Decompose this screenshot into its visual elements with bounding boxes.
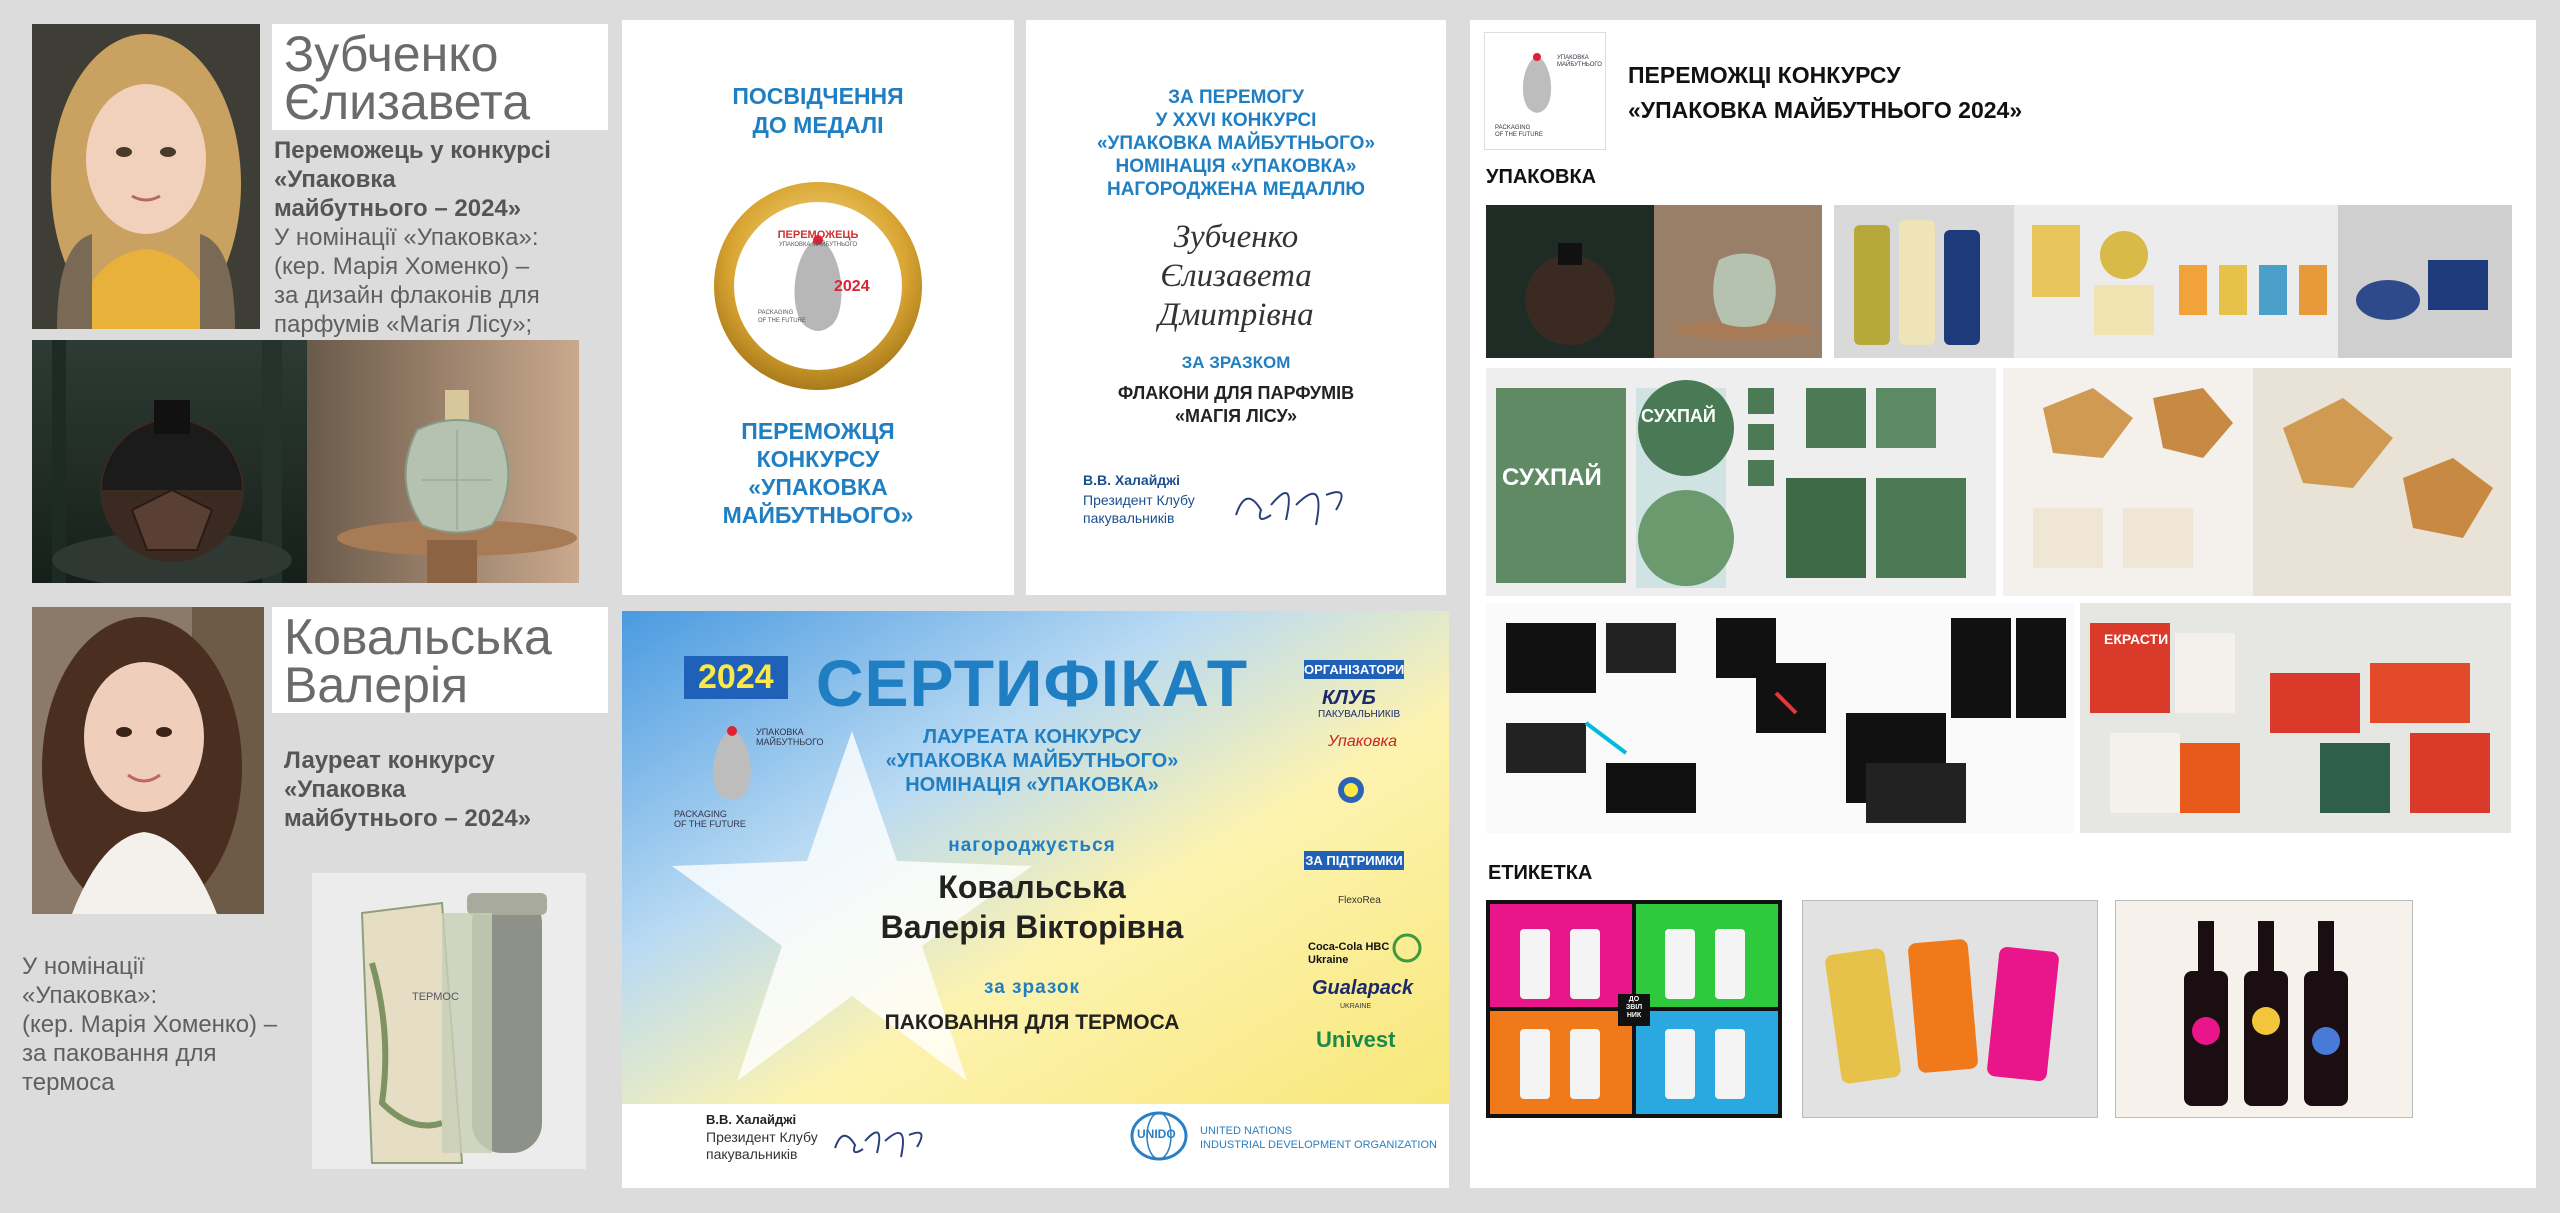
logo-en-1: PACKAGING [1495,125,1531,131]
cert-subtitle [802,725,1262,797]
cert-recipient [802,867,1262,947]
cert-logo-en-1: PACKAGING [674,809,727,819]
portrait-kovalska [32,607,264,914]
cert-sample-label: за зразок [984,977,1080,998]
signature-graphic [1226,465,1366,535]
dozvil-1: ДО [1628,996,1640,1003]
ekrasti-label: ЕКРАСТИ [2104,631,2169,647]
section-label-label: ЕТИКЕТКА [1488,862,1593,884]
thumb-ekrasti [2080,603,2511,833]
desc-line-1: У номінації «Упаковка»: [274,224,539,251]
logo-small-2: МАЙБУТНЬОГО [1557,62,1602,68]
award-sample [1026,382,1446,428]
sponsor-univest: Univest [1316,1027,1396,1052]
winners-title [1628,58,2022,128]
cert-logo-small-1: УПАКОВКА [756,727,804,737]
desc-bold-3: майбутнього – 2024» [284,805,532,832]
award-sign-name: В.В. Халайджі [1083,472,1181,488]
name-block-zubchenko [272,24,608,130]
desc-line-2: «Упаковка»: [22,982,158,1009]
thumb-perfume-dark [1486,205,1654,358]
cert-name-1: Ковальська [938,869,1126,905]
unido-text-1: UNITED NATIONS [1200,1125,1293,1137]
cert-signature-graphic [827,1113,937,1163]
medal-year: 2024 [834,278,870,295]
medal-small-2: OF THE FUTURE [758,318,806,324]
sukhpai-label-2: СУХПАЙ [1641,406,1716,426]
name-line2: Єлизавета [284,74,531,130]
award-name-3: Дмитрівна [1158,297,1314,333]
section-packaging-label: УПАКОВКА [1486,166,1597,188]
cert-logo-en-2: OF THE FUTURE [674,819,746,829]
medal-title-line1: ПОСВІДЧЕННЯ [732,83,904,109]
unido-text-2: INDUSTRIAL DEVELOPMENT ORGANIZATION [1200,1139,1437,1151]
medal-top-text: ПЕРЕМОЖЕЦЬ [777,229,859,241]
logo-small-1: УПАКОВКА [1557,55,1589,61]
desc-line-4: за паковання для [22,1040,217,1067]
logo-egg-icon [1515,51,1559,115]
award-header-5: НАГОРОДЖЕНА МЕДАЛЛЮ [1106,179,1366,200]
thumb-cans [1802,900,2098,1118]
sukhpai-label-1: СУХПАЙ [1502,464,1602,491]
cert-logo-egg [702,723,762,803]
sponsor-coca-cola-sub: Ukraine [1308,954,1349,966]
medal-title-line2: ДО МЕДАЛІ [752,112,884,138]
org-logo-club-sub: ПАКУВАЛЬНИКІВ [1318,709,1401,720]
dozvil-label [1619,996,1649,1020]
medal-small-1: PACKAGING [758,310,794,316]
thumb-perfume-green [1654,205,1822,358]
name-block-kovalska [272,607,608,713]
award-header-3: «УПАКОВКА МАЙБУТНЬОГО» [1096,133,1376,154]
description-kovalska-bold [284,746,614,833]
sponsor-leaf-icon [1392,933,1422,963]
award-header-2: У XXVI КОНКУРСІ [1155,110,1317,131]
cert-sign-title-2: пакувальників [706,1146,798,1162]
medal-bottom-line2: КОНКУРСУ [756,446,880,472]
unido-label: UNIDO [1137,1127,1176,1141]
cert-name-2: Валерія Вікторівна [880,909,1184,945]
cert-year-badge: 2024 [684,656,788,699]
org-emblem-icon [1336,775,1366,805]
medal-card-title [622,82,1014,140]
thumb-wooden-boxes [2003,368,2511,596]
thermos-box-label: ТЕРМОС [412,991,459,1003]
cert-subtitle-2: «УПАКОВКА МАЙБУТНЬОГО» [885,750,1179,772]
award-sign-title-1: Президент Клубу [1083,492,1195,508]
award-sample-label: ЗА ЗРАЗКОМ [1181,353,1291,372]
medal-bottom-line4: МАЙБУТНЬОГО» [722,502,914,528]
logo-en-2: OF THE FUTURE [1495,132,1543,138]
sponsor-gualapack-sub: UKRAINE [1340,1003,1372,1010]
thumb-blue-boxes [2338,205,2512,358]
desc-line-4: парфумів «Магія Лісу»; [274,311,533,338]
cert-logo-small-2: МАЙБУТНЬОГО [756,737,824,747]
cert-title: СЕРТИФІКАТ [815,646,1249,720]
description-zubchenko [274,136,614,339]
thumb-cosmetic-bottles [1834,205,2014,358]
desc-line-1: У номінації [22,953,145,980]
cert-organizers-label: ОРГАНІЗАТОРИ [1304,662,1405,677]
award-sample-1: ФЛАКОНИ ДЛЯ ПАРФУМІВ [1117,383,1355,403]
sponsor-flexorea: FlexoRea [1338,895,1381,906]
sponsor-gualapack: Gualapack [1312,977,1414,999]
cert-awarded-label: нагороджується [948,835,1116,856]
name-line2: Валерія [284,657,469,713]
winners-logo [1484,32,1606,150]
award-name-1: Зубченко [1173,219,1299,255]
thumb-spray-bottles [1486,900,1782,1118]
award-name-2: Єлизавета [1160,258,1312,294]
portrait-zubchenko [32,24,260,329]
desc-line-2: (кер. Марія Хоменко) – [274,253,530,280]
dozvil-2: ЗВІЛ [1625,1004,1643,1011]
perfume-green-bottle-image [307,340,579,583]
thermos-package-image [312,873,586,1169]
award-sample-2: «МАГІЯ ЛІСУ» [1174,406,1298,426]
cert-subtitle-3: НОМІНАЦІЯ «УПАКОВКА» [905,774,1159,796]
desc-bold-1: Переможець у конкурсі [274,137,551,164]
sponsor-coca-cola: Coca-Cola HBC [1308,941,1390,953]
thumb-wine-bottles [2115,900,2413,1118]
medal-sub-text: УПАКОВКА МАЙБУТНЬОГО [778,242,858,248]
winners-panel [1470,20,2536,1188]
org-logo-club: КЛУБ [1322,687,1376,709]
desc-line-3: за дизайн флаконів для [274,282,540,309]
desc-line-5: термоса [22,1069,115,1096]
cert-subtitle-1: ЛАУРЕАТА КОНКУРСУ [922,726,1142,748]
description-kovalska [22,952,322,1097]
award-header-1: ЗА ПЕРЕМОГУ [1168,87,1304,108]
dozvil-3: НИК [1626,1012,1642,1019]
award-header [1026,86,1446,201]
desc-bold-2: «Упаковка [274,166,396,193]
org-logo-upakovka: Упаковка [1328,733,1398,750]
cert-support-label: ЗА ПІДТРИМКИ [1305,853,1403,868]
award-recipient-name [1026,218,1446,335]
desc-bold-2: «Упаковка [284,776,406,803]
award-header-4: НОМІНАЦІЯ «УПАКОВКА» [1115,156,1357,177]
cert-sample: ПАКОВАННЯ ДЛЯ ТЕРМОСА [884,1011,1180,1034]
thumb-sukhpai [1486,368,1996,596]
winners-title-1: ПЕРЕМОЖЦІ КОНКУРСУ [1628,62,1901,88]
medal-bottom-line1: ПЕРЕМОЖЦЯ [741,418,895,444]
desc-bold-1: Лауреат конкурсу [284,747,495,774]
medal-card-bottom [622,417,1014,529]
thumb-tool-packaging [1486,603,2074,833]
award-diploma-card [1026,20,1446,595]
medal-emblem [712,180,924,392]
name-line1: Зубченко [284,26,499,82]
medal-bottom-line3: «УПАКОВКА [748,474,888,500]
award-sign-title-2: пакувальників [1083,510,1175,526]
cert-sign-name: В.В. Халайджі [706,1112,797,1127]
thumb-yellow-boxes [2014,205,2338,358]
cert-sign-title-1: Президент Клубу [706,1129,818,1145]
desc-line-3: (кер. Марія Хоменко) – [22,1011,278,1038]
certificate [622,611,1449,1188]
medal-certificate-card [622,20,1014,595]
name-line1: Ковальська [284,609,552,665]
desc-bold-3: майбутнього – 2024» [274,195,522,222]
winners-title-2: «УПАКОВКА МАЙБУТНЬОГО 2024» [1628,97,2023,123]
perfume-dark-bottle-image [32,340,307,583]
